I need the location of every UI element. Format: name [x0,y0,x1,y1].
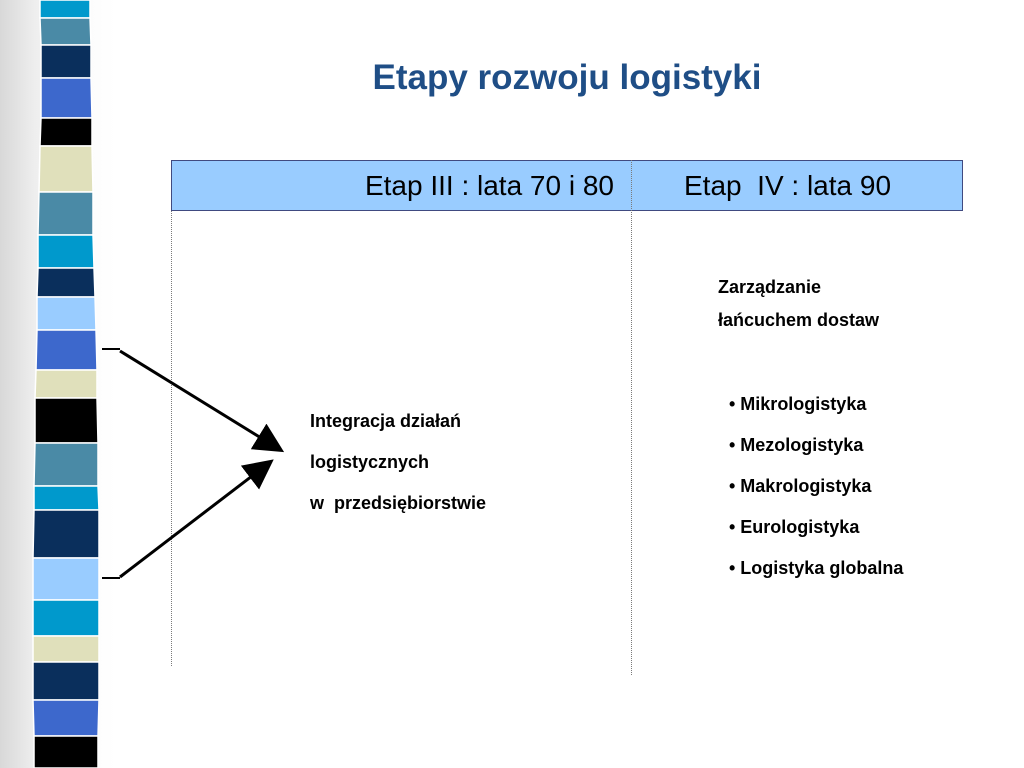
bullet-item: • Mezologistyka [729,435,864,455]
header-stage-3: Etap III : lata 70 i 80 [364,170,614,201]
bullet-item: • Logistyka globalna [729,558,904,578]
supply-chain-heading-line-2: łańcuchem dostaw [718,310,880,330]
integration-text-line-3: w przedsiębiorstwie [310,493,487,513]
bullet-item: • Mikrologistyka [729,394,867,414]
integration-text-line-1: Integracja działań [310,411,462,431]
supply-chain-heading-line-1: Zarządzanie [718,277,822,297]
bullet-item: • Eurologistyka [729,517,860,537]
lower-arrow [120,463,269,577]
upper-arrow [120,351,279,449]
bullet-item: • Makrologistyka [729,476,872,496]
integration-text-line-2: logistycznych [310,452,430,472]
header-stage-4: Etap IV : lata 90 [684,170,892,201]
slide-title: Etapy rozwoju logistyki [372,58,762,97]
